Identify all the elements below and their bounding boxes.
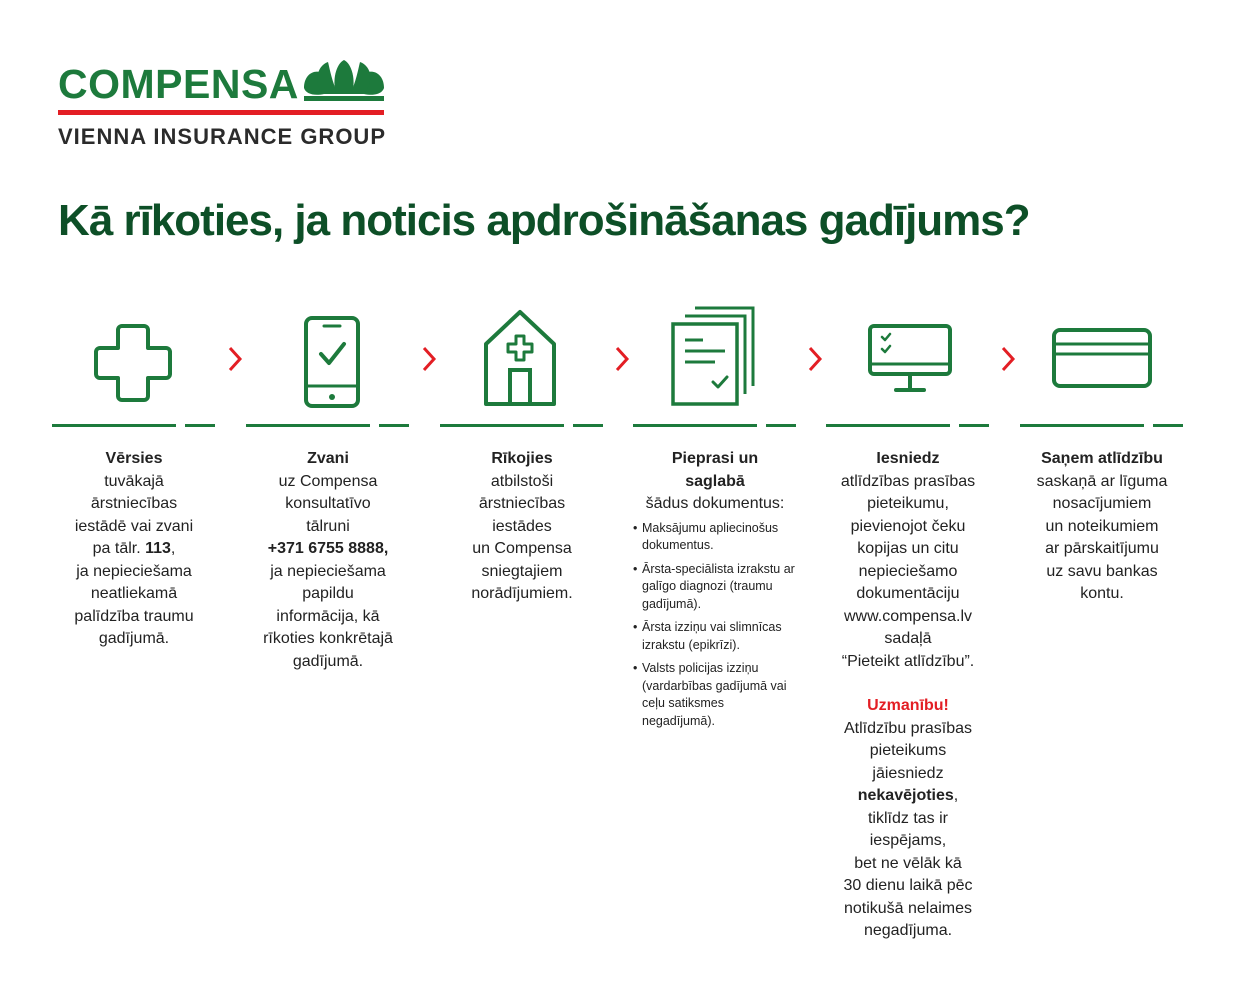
step-line: atlīdzības prasības [840, 472, 976, 490]
warning-line: notikušā nelaimes [843, 899, 973, 917]
step-heading: Iesniedz [876, 450, 940, 467]
step-line: neatliekamā [90, 585, 178, 602]
list-item: • Valsts policijas izziņu (vardarbības gadījumā vai ceļu satiksmes negadījumā). [633, 660, 797, 730]
phone-number-text: +371 6755 8888, [267, 540, 389, 557]
step-line: dokumentāciju [856, 585, 960, 602]
step-4-icon-wrap [633, 300, 797, 410]
step-line: konsultatīvo [285, 495, 371, 512]
step-2-icon-wrap [246, 300, 410, 410]
step-line: nosacījumiem [1052, 495, 1152, 512]
step-line: ārstniecības [90, 495, 178, 512]
step-line: informācija, kā [276, 607, 380, 625]
compensa-logo [58, 58, 388, 153]
step-line: sadaļā [884, 630, 932, 647]
step-line: gadījumā. [292, 652, 364, 670]
step-2-text [246, 448, 410, 673]
step-heading: saglabā [685, 472, 745, 490]
chevron-right-icon [225, 344, 245, 374]
step-line: kopijas un citu [857, 540, 959, 557]
step-line: iestādē vai zvani [74, 517, 194, 535]
step-1-text [52, 448, 216, 651]
smartphone-check-icon [246, 300, 410, 410]
divider [185, 424, 215, 427]
medical-cross-icon [52, 300, 216, 410]
step-line: atbilstoši [490, 472, 554, 490]
step-line: gadījumā. [98, 630, 170, 647]
warning-line: 30 dienu laikā pēc [843, 877, 973, 894]
chevron-right-icon [805, 344, 825, 374]
divider [573, 424, 603, 427]
warning-line: bet ne vēlāk kā [854, 854, 962, 872]
step-heading: Zvani [307, 450, 349, 467]
step-line: tālruni [306, 517, 350, 535]
step-text: pa tālr. [92, 540, 146, 557]
warning-line: negadījuma. [863, 922, 953, 939]
warning-label: Uzmanību! [867, 697, 949, 714]
step-line: “Pieteikt atlīdzību”. [841, 652, 975, 670]
divider [766, 424, 796, 427]
warning-line: tiklīdz tas ir [867, 809, 948, 827]
documents-list [633, 520, 797, 731]
step-line: sniegtajiem [481, 562, 563, 580]
documents-icon [633, 300, 797, 410]
step-heading: Pieprasi un [671, 450, 759, 467]
step-line: nepieciešamo [858, 562, 958, 580]
warning-line [826, 785, 990, 808]
hospital-icon [440, 300, 604, 410]
step-5-text [826, 448, 990, 943]
computer-checklist-icon [826, 300, 990, 410]
step-1-icon-wrap [52, 300, 216, 410]
page-title: Kā rīkoties, ja noticis apdrošināšanas gadījums? [58, 196, 1030, 245]
step-line: uz savu bankas [1046, 562, 1158, 580]
chevron-right-icon [612, 344, 632, 374]
brand-subtitle: VIENNA INSURANCE GROUP [58, 124, 386, 149]
step-line: un Compensa [472, 540, 572, 557]
emphasis-text: nekavējoties [857, 787, 954, 804]
step-6-text [1020, 448, 1184, 606]
divider [52, 424, 176, 427]
step-line: papildu [302, 585, 354, 602]
chevron-right-icon [998, 344, 1018, 374]
divider [379, 424, 409, 427]
warning-line: pieteikums [869, 742, 947, 759]
divider [1153, 424, 1183, 427]
step-line: ja nepieciešama [76, 562, 192, 580]
step-line: saskaņā ar līguma [1036, 472, 1168, 490]
step-line: ja nepieciešama [270, 562, 386, 580]
step-line: šādus dokumentus: [645, 495, 785, 512]
fan-logo-icon [302, 58, 386, 102]
step-line: ar pārskaitījumu [1045, 540, 1159, 557]
step-text: , [170, 540, 176, 557]
step-line: kontu. [1080, 585, 1124, 602]
step-4-text [633, 448, 797, 736]
list-item: • Maksājumu apliecinošus dokumentus. [633, 520, 797, 555]
step-5-icon-wrap [826, 300, 990, 410]
step-line: pievienojot čeku [850, 517, 966, 535]
divider [633, 424, 757, 427]
chevron-right-icon [419, 344, 439, 374]
warning-text: , [953, 787, 959, 804]
step-3-text [440, 448, 604, 606]
step-line: norādījumiem. [471, 585, 573, 602]
step-3-icon-wrap [440, 300, 604, 410]
emergency-number: 113 [145, 540, 171, 557]
step-line: ārstniecības [478, 495, 566, 512]
step-line: iestādes [492, 517, 552, 535]
step-line: pieteikumu, [867, 495, 949, 512]
divider [246, 424, 370, 427]
divider [1020, 424, 1144, 427]
step-heading: Vērsies [105, 450, 163, 467]
step-line: un noteikumiem [1045, 517, 1159, 535]
step-heading: Saņem atlīdzību [1041, 450, 1163, 467]
warning-line: jāiesniedz [872, 764, 944, 782]
step-line: palīdzība traumu [74, 607, 194, 625]
website-link[interactable]: www.compensa.lv [843, 607, 973, 625]
warning-line: Atlīdzību prasības [843, 719, 973, 737]
step-line: tuvākajā [104, 472, 164, 490]
step-line: rīkoties konkrētajā [263, 630, 393, 647]
list-item: • Ārsta izziņu vai slimnīcas izrakstu (epikrīzi). [633, 619, 797, 654]
bank-card-icon [1020, 300, 1184, 410]
step-heading: Rīkojies [491, 450, 553, 467]
divider [440, 424, 564, 427]
logo-red-bar [58, 110, 384, 115]
divider [826, 424, 950, 427]
divider [959, 424, 989, 427]
phone-number [246, 538, 410, 561]
step-line [52, 538, 216, 561]
list-item: • Ārsta-speciālista izrakstu ar galīgo diagnozi (traumu gadījumā). [633, 561, 797, 614]
step-line: uz Compensa [278, 472, 378, 490]
brand-name: COMPENSA [58, 61, 299, 107]
warning-line: iespējams, [869, 832, 947, 849]
step-6-icon-wrap [1020, 300, 1184, 410]
